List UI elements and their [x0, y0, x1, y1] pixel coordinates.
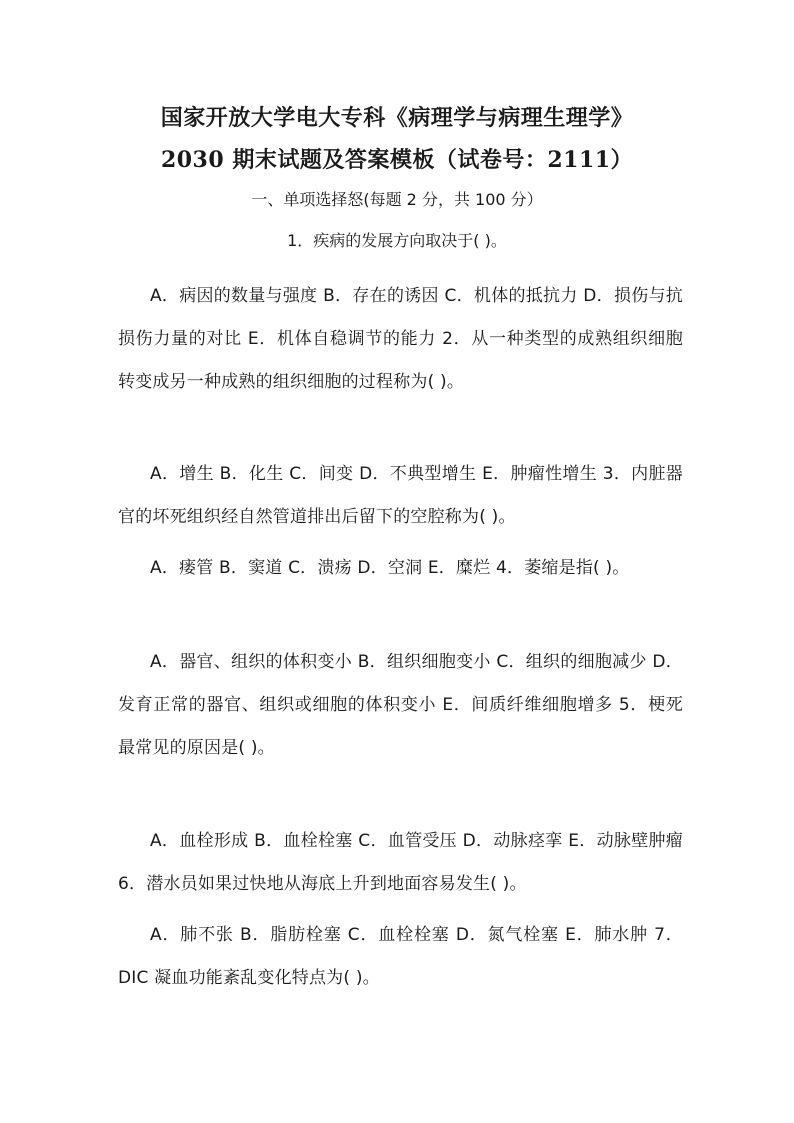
options-paragraph-4: A．器官、组织的体积变小 B．组织细胞变小 C．组织的细胞减少 D．发育正常的器官、组织或细胞的体积变小 E．间质纤维细胞增多 5．梗死最常见的原因是( )。: [118, 652, 683, 758]
options-paragraph-2: A．增生 B．化生 C．间变 D．不典型增生 E．肿瘤性增生 3．内脏器官的坏死组织经自然管道排出后留下的空腔称为( )。: [118, 464, 683, 527]
document-title-line-2: 2030 期末试题及答案模板（试卷号：2111）: [160, 147, 634, 173]
options-paragraph-1: A．病因的数量与强度 B．存在的诱因 C．机体的抵抗力 D．损伤与抗损伤力量的对比 E．机体自稳调节的能力 2．从一种类型的成熟组织细胞转变成另一种成熟的组织细胞的过程称为( )。: [118, 286, 683, 392]
options-paragraph-3: A．瘘管 B．窦道 C．溃疡 D．空洞 E．糜烂 4．萎缩是指( )。: [150, 558, 630, 578]
question-1: 1．疾病的发展方向取决于( )。: [287, 231, 507, 250]
section-heading: 一、单项选择怒(每题 2 分，共 100 分）: [251, 190, 543, 209]
options-paragraph-6: A．肺不张 B．脂肪栓塞 C．血栓栓塞 D．氮气栓塞 E．肺水肿 7．DIC 凝血功能紊乱变化特点为( )。: [118, 925, 683, 988]
document-title-line-1: 国家开放大学电大专科《病理学与病理生理学》: [160, 105, 634, 131]
options-paragraph-5: A．血栓形成 B．血栓栓塞 C．血管受压 D．动脉痉挛 E．动脉壁肿瘤 6．潜水员如果过快地从海底上升到地面容易发生( )。: [118, 831, 683, 894]
